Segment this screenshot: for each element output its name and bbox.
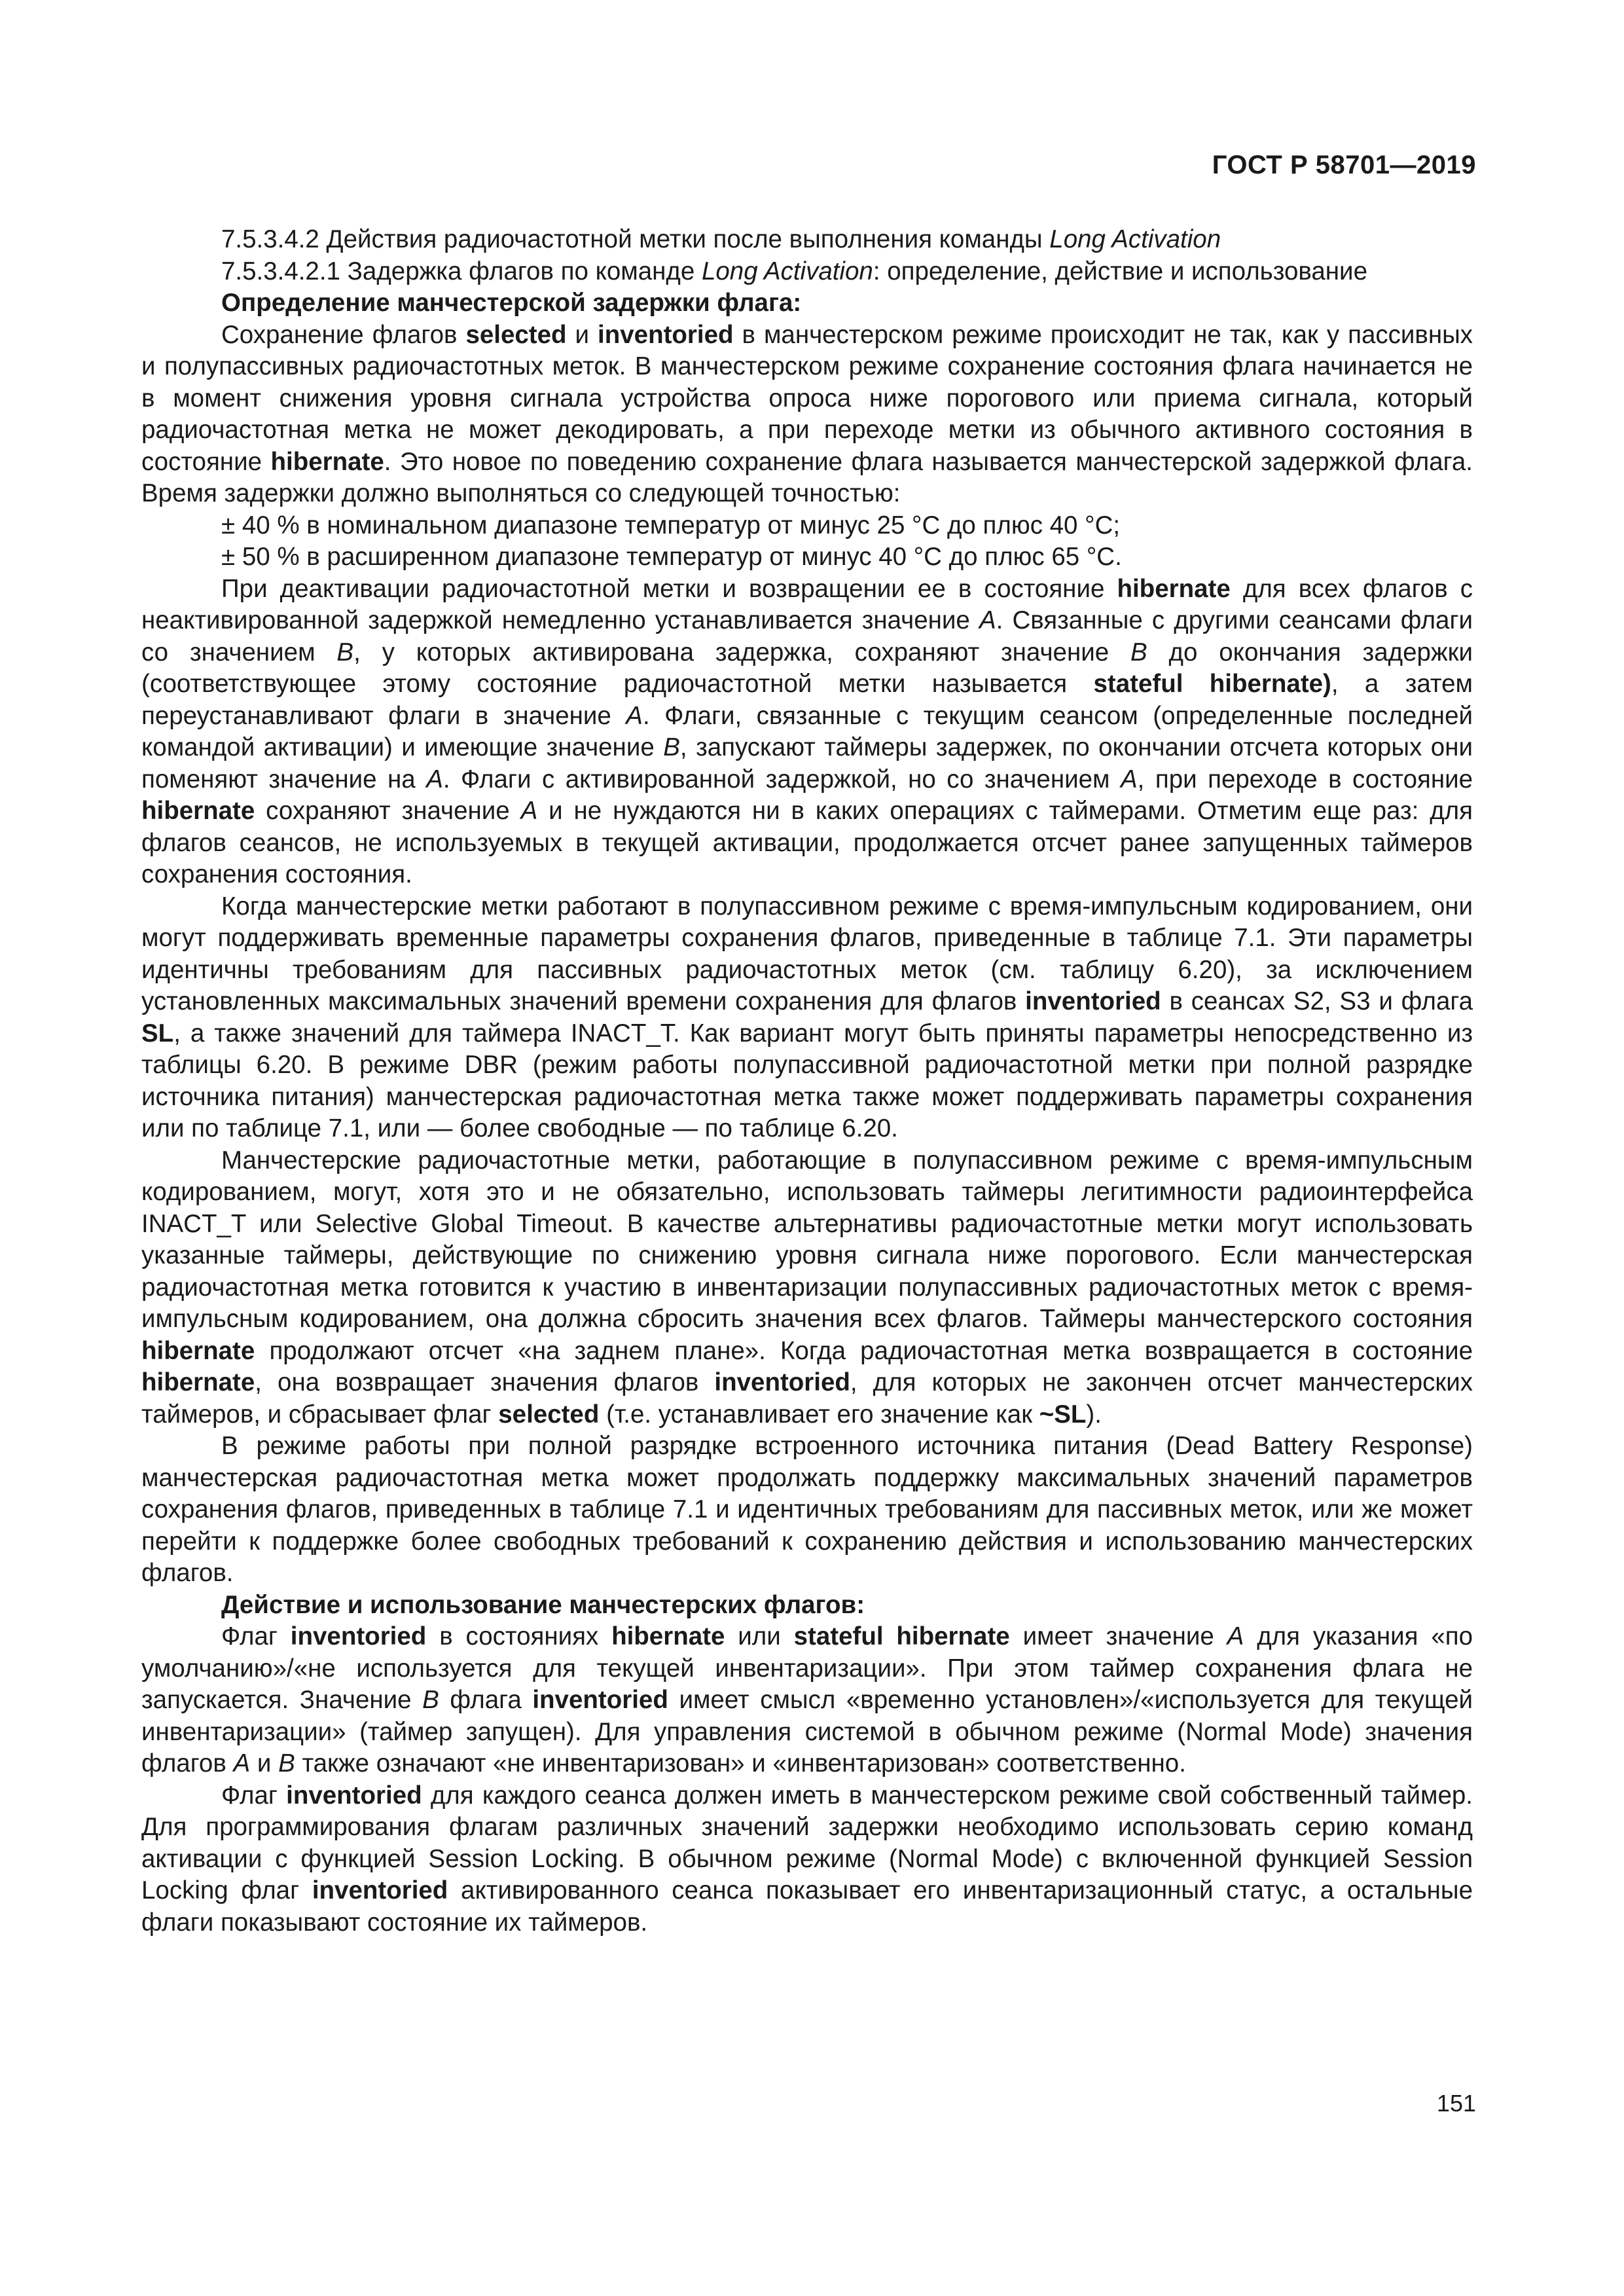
document-body xyxy=(141,224,1473,1939)
subsection-title: 7.5.3.4.2.1 Задержка флагов по команде Long Activation: определение, действие и использование xyxy=(221,257,1367,285)
page-number: 151 xyxy=(1436,2090,1476,2117)
paragraph-session-locking: Флаг inventoried для каждого сеанса должен иметь в манчестерском режиме свой собственный таймер. Для программирования флагам различных значений задержки необходимо использовать серию команд активации с функцией Session Locking. В обычном режиме (Normal Mode) с включенной функцией Session Locking флаг inventoried активированного сеанса показывает его инвентаризационный статус, а остальные флаги показывают состояние их таймеров. xyxy=(141,1781,1473,1937)
definition-heading: Определение манчестерской задержки флага: xyxy=(221,289,802,317)
document-header: ГОСТ Р 58701—2019 xyxy=(1212,151,1476,179)
section-title: 7.5.3.4.2 Действия радиочастотной метки после выполнения команды Long Activation xyxy=(221,225,1221,253)
paragraph-flag-values: Флаг inventoried в состояниях hibernate или stateful hibernate имеет значение А для указания «по умолчанию»/«не используется для текущей инвентаризации». При этом таймер сохранения флага не запускается. Значение В флага inventoried имеет смысл «временно установлен»/«используется для текущей инвентаризации» (таймер запущен). Для управления системой в обычном режиме (Normal Mode) значения флагов А и В также означают «не инвентаризован» и «инвентаризован» соответственно. xyxy=(141,1622,1473,1777)
accuracy-item-extended: ± 50 % в расширенном диапазоне температур от минус 40 °С до плюс 65 °С. xyxy=(221,543,1122,571)
paragraph-deactivation: При деактивации радиочастотной метки и возвращении ее в состояние hibernate для всех флагов с неактивированной задержкой немедленно устанавливается значение А. Связанные с другими сеансами флаги со значением В, у которых активирована задержка, сохраняют значение В до окончания задержки (соответствующее этому состояние радиочастотной метки называется stateful hibernate), а затем переустанавливают флаги в значение А. Флаги, связанные с текущим сеансом (определенные последней командой активации) и имеющие значение В, запускают таймеры задержек, по окончании отсчета которых они поменяют значение на А. Флаги с активированной задержкой, но со значением А, при переходе в состояние hibernate сохраняют значение А и не нуждаются ни в каких операциях с таймерами. Отметим еще раз: для флагов сеансов, не используемых в текущей активации, продолжается отсчет ранее запущенных таймеров сохранения состояния. xyxy=(141,574,1473,888)
usage-heading: Действие и использование манчестерских флагов: xyxy=(221,1590,865,1619)
paragraph-timers: Манчестерские радиочастотные метки, работающие в полупассивном режиме с время-импульсным кодированием, могут, хотя это и не обязательно, использовать таймеры легитимности радиоинтерфейса INACT_T или Selective Global Timeout. В качестве альтернативы радиочастотные метки могут использовать указанные таймеры, действующие по снижению уровня сигнала ниже порогового. Если манчестерская радиочастотная метка готовится к участию в инвентаризации полупассивных радиочастотных меток с время-импульсным кодированием, она должна сбросить значения всех флагов. Таймеры манчестерского состояния hibernate продолжают отсчет «на заднем плане». Когда радиочастотная метка возвращается в состояние hibernate, она возвращает значения флагов inventoried, для которых не закончен отсчет манчестерских таймеров, и сбрасывает флаг selected (т.е. устанавливает его значение как ~SL). xyxy=(141,1146,1473,1429)
paragraph-semipassive: Когда манчестерские метки работают в полупассивном режиме с время-импульсным кодированием, они могут поддерживать временные параметры сохранения флагов, приведенные в таблице 7.1. Эти параметры идентичны требованиям для пассивных радиочастотных меток (см. таблицу 6.20), за исключением установленных максимальных значений времени сохранения для флагов inventoried в сеансах S2, S3 и флага SL, а также значений для таймера INACT_T. Как вариант могут быть приняты параметры непосредственно из таблицы 6.20. В режиме DBR (режим работы полупассивной радиочастотной метки при полной разрядке источника питания) манчестерская радиочастотная метка также может поддерживать параметры сохранения или по таблице 7.1, или — более свободные — по таблице 6.20. xyxy=(141,892,1473,1142)
paragraph-dead-battery: В режиме работы при полной разрядке встроенного источника питания (Dead Battery Response) манчестерская радиочастотная метка может продолжать поддержку максимальных значений параметров сохранения флагов, приведенных в таблице 7.1 и идентичных требованиям для пассивных меток, или же может перейти к поддержке более свободных требований к сохранению действия и использованию манчестерских флагов. xyxy=(141,1432,1473,1587)
accuracy-item-nominal: ± 40 % в номинальном диапазоне температур от минус 25 °С до плюс 40 °С; xyxy=(221,511,1121,539)
paragraph-flag-storage: Сохранение флагов selected и inventoried в манчестерском режиме происходит не так, как у пассивных и полупассивных радиочастотных меток. В манчестерском режиме сохранение состояния флага начинается не в момент снижения уровня сигнала устройства опроса ниже порогового или приема сигнала, который радиочастотная метка не может декодировать, а при переходе метки из обычного активного состояния в состояние hibernate. Это новое по поведению сохранение флага называется манчестерской задержкой флага. Время задержки должно выполняться со следующей точностью: xyxy=(141,320,1473,507)
